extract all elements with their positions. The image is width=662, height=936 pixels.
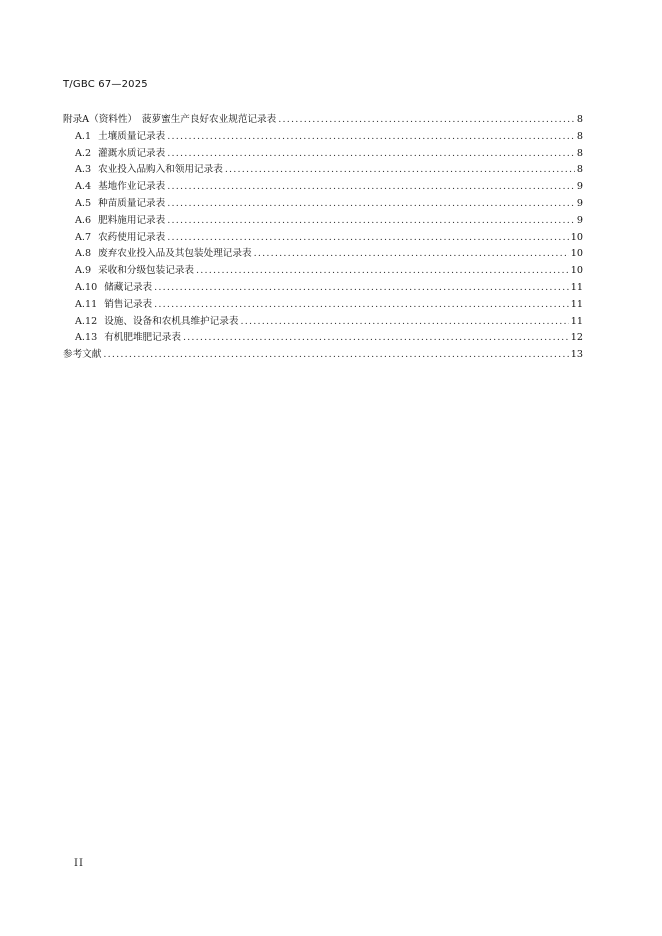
toc-entry-title: 农药使用记录表: [98, 231, 166, 243]
toc-entry-title: 有机肥堆肥记录表: [104, 332, 181, 344]
toc-leader-dots: [225, 162, 575, 179]
toc-entry-title: 基地作业记录表: [98, 181, 166, 193]
toc-entry-title: 设施、设备和农机具维护记录表: [104, 315, 239, 327]
toc-leader-dots: [167, 129, 575, 146]
toc-entry-number: A.10: [75, 281, 98, 293]
toc-entry-title: 灌溉水质记录表: [98, 147, 166, 159]
toc-entry-a12[interactable]: [63, 314, 583, 331]
page-number: II: [74, 858, 84, 869]
toc-entry-number: A.1: [75, 130, 92, 142]
toc-leader-dots: [278, 112, 575, 129]
toc-leader-dots: [167, 146, 575, 163]
toc-leader-dots: [154, 297, 569, 314]
toc-entry-title: 储藏记录表: [104, 281, 153, 293]
toc-entry-title: 销售记录表: [104, 298, 153, 310]
toc-leader-dots: [167, 196, 575, 213]
toc-entry-number: A.12: [75, 315, 98, 327]
toc-entry-a13[interactable]: [63, 330, 583, 347]
toc-entry-title: 土壤质量记录表: [98, 130, 166, 142]
document-code: T/GBC 67—2025: [63, 79, 148, 90]
toc-entry-page: 9: [576, 214, 583, 226]
toc-entry-title: 废弃农业投入品及其包装处理记录表: [98, 248, 252, 260]
toc-entry-number: A.5: [75, 197, 92, 209]
toc-entry-a11[interactable]: [63, 297, 583, 314]
toc-leader-dots: [196, 263, 569, 280]
toc-entry-number: A.3: [75, 164, 92, 176]
toc-entry-page: 8: [576, 114, 583, 125]
toc-entry-page: 8: [576, 147, 583, 159]
toc-entry-title: 农业投入品购入和领用记录表: [98, 164, 223, 176]
toc-entry-a8[interactable]: [63, 246, 583, 263]
toc-entry-page: 10: [570, 248, 583, 260]
toc-entry-title: 采收和分级包装记录表: [98, 265, 195, 277]
toc-entry-number: A.8: [75, 248, 92, 260]
toc-entry-page: 9: [576, 197, 583, 209]
toc-entry-page: 13: [570, 349, 583, 361]
toc-entry-appendix-a[interactable]: [63, 112, 583, 129]
toc-entry-title: 种苗质量记录表: [98, 197, 166, 209]
toc-entry-page: 8: [576, 130, 583, 142]
toc-entry-a4[interactable]: [63, 179, 583, 196]
toc-entry-a7[interactable]: [63, 230, 583, 247]
toc-entry-title: 参考文献: [63, 349, 102, 361]
toc-entry-page: 12: [570, 332, 583, 344]
toc-entry-page: 11: [570, 298, 583, 310]
toc-leader-dots: [254, 246, 569, 263]
toc-entry-page: 10: [570, 231, 583, 243]
toc-entry-title: 附录A（资料性） 菠萝蜜生产良好农业规范记录表: [63, 114, 277, 125]
toc-entry-page: 11: [570, 281, 583, 293]
toc-leader-dots: [103, 347, 568, 364]
toc-entry-number: A.2: [75, 147, 92, 159]
toc-entry-a5[interactable]: [63, 196, 583, 213]
toc-leader-dots: [154, 280, 569, 297]
toc-entry-page: 11: [570, 315, 583, 327]
table-of-contents: [63, 112, 583, 364]
toc-leader-dots: [167, 179, 575, 196]
toc-entry-number: A.13: [75, 332, 98, 344]
toc-entry-page: 9: [576, 181, 583, 193]
toc-leader-dots: [167, 213, 575, 230]
toc-entry-a6[interactable]: [63, 213, 583, 230]
toc-entry-references[interactable]: [63, 347, 583, 364]
toc-entry-a2[interactable]: [63, 146, 583, 163]
toc-entry-a9[interactable]: [63, 263, 583, 280]
toc-entry-number: A.4: [75, 181, 92, 193]
toc-leader-dots: [183, 330, 569, 347]
toc-entry-page: 10: [570, 265, 583, 277]
toc-entry-title: 肥料施用记录表: [98, 214, 166, 226]
toc-entry-page: 8: [576, 164, 583, 176]
toc-entry-a1[interactable]: [63, 129, 583, 146]
toc-entry-number: A.6: [75, 214, 92, 226]
toc-entry-a10[interactable]: [63, 280, 583, 297]
toc-entry-number: A.7: [75, 231, 92, 243]
toc-entry-number: A.9: [75, 265, 92, 277]
toc-entry-number: A.11: [75, 298, 98, 310]
toc-leader-dots: [167, 230, 569, 247]
toc-leader-dots: [241, 314, 569, 331]
toc-entry-a3[interactable]: [63, 162, 583, 179]
